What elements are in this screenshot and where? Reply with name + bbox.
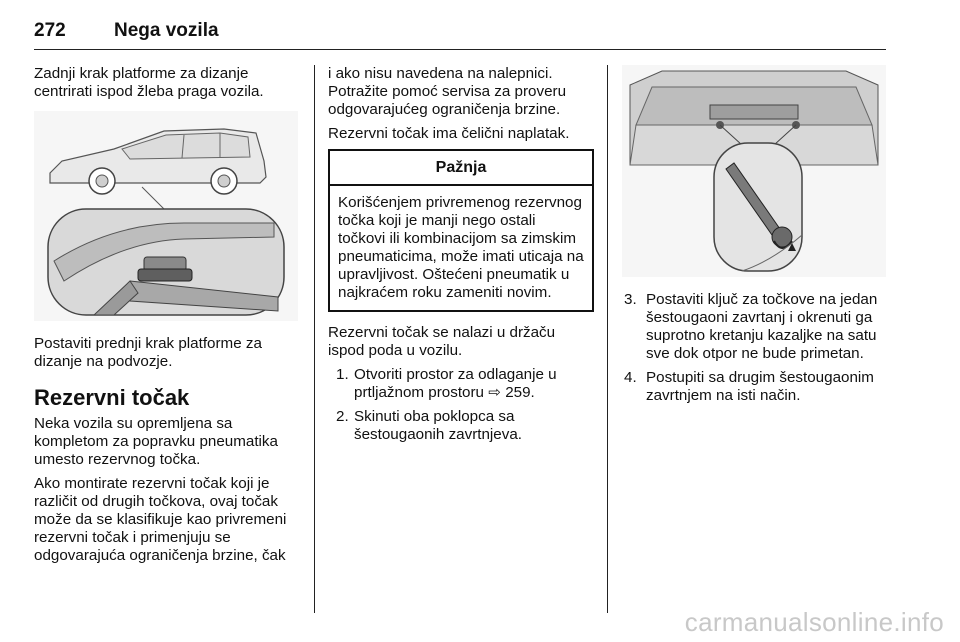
step-number: 4. bbox=[624, 369, 637, 386]
paragraph: Ako montirate rezervni točak koji je različit od drugih točkova, ovaj točak može da se klasifikuje kao privremeni rezervni točak i primenjuju se odgovarajuća ograničenja brzine, čak bbox=[34, 475, 287, 564]
list-item bbox=[328, 408, 594, 444]
chapter-title: Nega vozila bbox=[114, 20, 219, 41]
step-number: 2. bbox=[336, 408, 349, 425]
header-rule bbox=[34, 49, 886, 50]
step-text: Postupiti sa drugim šestougaonim zavrtnjem na isti način. bbox=[646, 369, 874, 404]
list-item bbox=[328, 366, 594, 402]
warning-title: Pažnja bbox=[330, 151, 592, 186]
lift-arm-figure bbox=[34, 111, 298, 321]
after-figure-paragraph: Postaviti prednji krak platforme za dizanje na podvozje. bbox=[34, 335, 262, 370]
step-text: Skinuti oba poklopca sa šestougaonih zavrtnjeva. bbox=[354, 408, 523, 443]
paragraph: Neka vozila su opremljena sa kompletom za popravku pneumatika umesto rezervnog točka. bbox=[34, 415, 278, 468]
page-header bbox=[34, 20, 886, 52]
column-1 bbox=[34, 65, 306, 571]
column-divider bbox=[314, 65, 315, 613]
steps-list bbox=[328, 366, 594, 444]
list-item bbox=[622, 291, 888, 363]
page-ref-arrow-icon: ⇨ bbox=[488, 384, 501, 401]
intro-paragraph: Zadnji krak platforme za dizanje centrirati ispod žleba praga vozila. bbox=[34, 65, 264, 100]
step-number: 3. bbox=[624, 291, 637, 308]
page-number: 272 bbox=[34, 20, 66, 41]
spare-wheel-wrench-figure bbox=[622, 65, 886, 277]
warning-box bbox=[328, 149, 594, 312]
paragraph: i ako nisu navedena na nalepnici. Potražite pomoć servisa za proveru odgovarajućeg ograničenja brzine. bbox=[328, 65, 567, 118]
section-title: Rezervni točak bbox=[34, 385, 190, 410]
page-ref[interactable]: 259. bbox=[505, 384, 535, 401]
step-text: Postaviti ključ za točkove na jedan šestougaoni zavrtanj i okrenuti ga suprotno kretanju kazaljke na satu sve dok otpor ne bude primetan. bbox=[646, 291, 878, 362]
column-3 bbox=[622, 65, 888, 411]
warning-body: Korišćenjem privremenog rezervnog točka koji je manji nego ostali točkovi ili kombinacijom sa zimskim pneumaticima, može imati uticaja na upravljivost. Oštećeni pneumatik u najkraćem roku zameniti novim. bbox=[338, 194, 584, 301]
column-2 bbox=[328, 65, 594, 450]
step-text: Otvoriti prostor za odlaganje u prtljažnom prostoru bbox=[354, 366, 557, 401]
steps-list bbox=[622, 291, 888, 405]
paragraph: Rezervni točak ima čelični naplatak. bbox=[328, 125, 570, 142]
paragraph: Rezervni točak se nalazi u držaču ispod poda u vozilu. bbox=[328, 324, 556, 359]
watermark: carmanualsonline.info bbox=[684, 607, 944, 637]
column-divider bbox=[607, 65, 608, 613]
list-item bbox=[622, 369, 888, 405]
step-number: 1. bbox=[336, 366, 349, 383]
